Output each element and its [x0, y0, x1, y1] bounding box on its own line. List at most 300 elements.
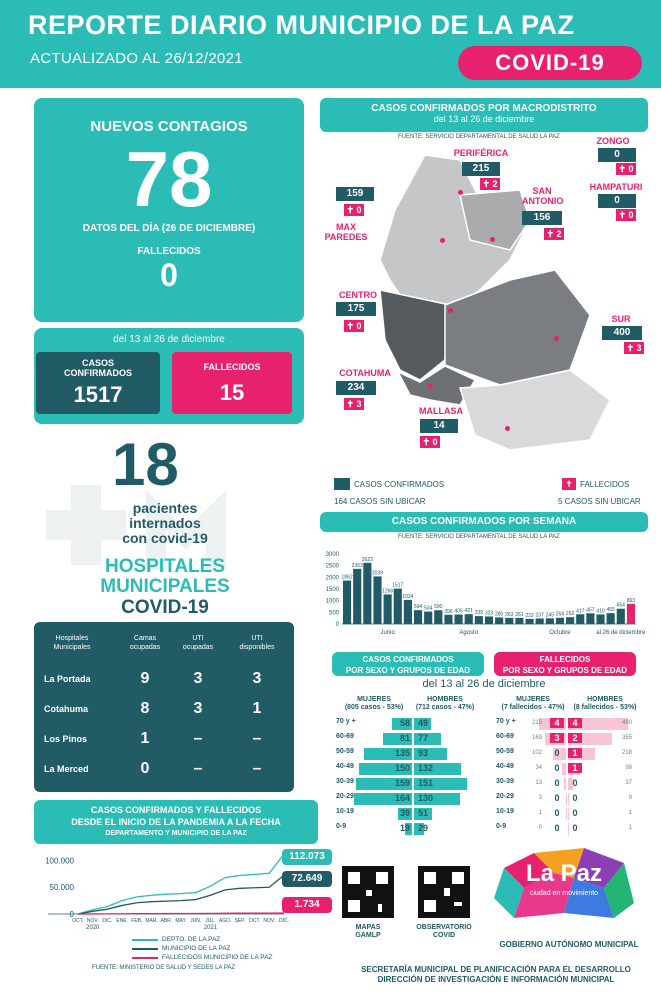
- pyr-death-men-value: 4: [568, 718, 582, 728]
- deaths-women-sub: (7 fallecidos - 47%): [501, 704, 565, 711]
- cum-x-tick: JUN.: [190, 918, 202, 924]
- new-cases-number: 78: [125, 135, 213, 223]
- district-zongo-deaths: ✝ 0: [616, 163, 636, 175]
- gov-label: GOBIERNO AUTÓNOMO MUNICIPAL: [499, 940, 639, 949]
- weekly-bar: [586, 613, 594, 624]
- pyr-death-men-total: 37: [625, 780, 632, 786]
- cases-sexage-title1: CASOS CONFIRMADOS: [362, 655, 454, 664]
- weekly-bar-label: 1034: [402, 593, 414, 600]
- district-sur-cases: 400: [602, 326, 642, 340]
- weekly-bar: [394, 589, 402, 624]
- pyr-women-value: 164: [394, 793, 410, 803]
- pyr-death-women-value: 0: [554, 748, 560, 758]
- hosp-row-uti: 3: [193, 670, 203, 687]
- weekly-bar-label: 863: [626, 597, 636, 604]
- weekly-bar: [525, 619, 533, 624]
- weekly-bar-label: 590: [434, 604, 443, 611]
- cum-x-tick: SEP.: [234, 918, 246, 924]
- hosp-row-disp: 3: [252, 670, 262, 687]
- cum-x-tick: DIC.: [279, 918, 289, 924]
- cum-legend-label: FALLECIDOS MUNICIPIO DE LA PAZ: [162, 954, 273, 961]
- pyr-death-men-value: 2: [568, 733, 582, 743]
- cum-mun-value: 72.649: [282, 871, 332, 887]
- pyr-death-age-label: 50-59: [496, 748, 514, 755]
- weekly-bar: [566, 617, 574, 624]
- district-sur-deaths: ✝ 3: [624, 342, 644, 354]
- hospital-count: 18: [112, 431, 179, 498]
- weekly-bar: [444, 615, 452, 624]
- pyr-men-value: 49: [418, 718, 429, 728]
- cum-x-tick: MAY.: [175, 918, 187, 924]
- district-cotahuma-label: COTAHUMA: [339, 368, 391, 378]
- weekly-bar: [536, 618, 544, 624]
- cum-legend-label: DEPTO. DE LA PAZ: [162, 936, 221, 943]
- pyr-death-women-total: 102: [531, 750, 542, 756]
- cumulative-banner: [34, 800, 318, 844]
- deaths-men-sub: (8 fallecidos - 53%): [573, 704, 637, 711]
- pyr-death-age-label: 40-49: [496, 763, 514, 770]
- cum-x-tick: DIC.: [102, 918, 113, 924]
- district-centro-cases: 175: [336, 302, 376, 316]
- pyr-age-label: 0-9: [336, 823, 347, 830]
- weekly-bar-label: 421: [464, 608, 473, 615]
- pyr-death-women-value: 0: [554, 823, 560, 833]
- pyr-age-label: 30-39: [336, 778, 354, 785]
- qr-mapas-label2: GAMLP: [355, 932, 381, 939]
- weekly-bar-label: 245: [545, 612, 554, 619]
- weekly-bar: [627, 604, 635, 624]
- district-mallasa-cases: 14: [420, 419, 458, 433]
- cases-sexage-banner: [332, 652, 484, 676]
- cum-y-tick: 0: [69, 910, 74, 919]
- district-sanantonio-cases: 156: [522, 211, 562, 225]
- map-dot-periferica: [458, 190, 463, 195]
- pyr-death-men-value: 1: [568, 763, 582, 773]
- cum-x-tick: NOV.: [263, 918, 276, 924]
- pyr-death-women-total: 0: [538, 825, 542, 831]
- district-periferica-deaths-value: 2: [492, 179, 498, 189]
- weekly-bar: [353, 569, 361, 624]
- district-sur-label: SUR: [611, 314, 631, 324]
- pyr-death-women-total: 3: [538, 795, 542, 801]
- unlocated-deaths: 5 CASOS SIN UBICAR: [558, 497, 641, 506]
- page-title: REPORTE DIARIO MUNICIPIO DE LA PAZ: [28, 10, 575, 40]
- weekly-y-tick: 500: [328, 610, 339, 617]
- weekly-bar-label: 261: [515, 611, 524, 618]
- hospital-line3: con covid-19: [122, 530, 208, 546]
- pyr-men-value: 130: [418, 793, 434, 803]
- qr-observatorio-label2: COVID: [432, 932, 456, 939]
- weekly-x-tick: Junio: [380, 630, 395, 636]
- district-centro-label: CENTRO: [339, 290, 377, 300]
- weekly-banner: CASOS CONFIRMADOS POR SEMANA: [320, 512, 648, 532]
- weekly-bar-label: 237: [535, 612, 544, 619]
- period-deaths-label: FALLECIDOS: [203, 362, 261, 372]
- cumulative-title1: CASOS CONFIRMADOS Y FALLECIDOS: [90, 805, 262, 815]
- hospital-line1: pacientes: [132, 500, 198, 516]
- pyr-death-men-total: 480: [621, 720, 632, 726]
- district-sanantonio-deaths: ✝ 2: [544, 228, 564, 240]
- cum-y-tick: 100.000: [45, 856, 74, 866]
- period-cases-number: 1517: [73, 382, 123, 407]
- cum-x-tick: ENE.: [116, 918, 128, 924]
- pyr-death-women-total: 13: [535, 780, 542, 786]
- weekly-x-tick: Agosto: [459, 630, 479, 636]
- deaths-women-header: [500, 696, 566, 712]
- pyr-women-value: 159: [394, 778, 410, 788]
- pyr-death-men-total: 1: [628, 825, 632, 831]
- cum-series-line: [78, 875, 284, 914]
- cases-sexage-title2: POR SEXO Y GRUPOS DE EDAD: [345, 666, 471, 675]
- cases-men-header: [414, 696, 476, 712]
- weekly-bar-label: 323: [484, 610, 494, 617]
- pyr-age-label: 70 y +: [336, 718, 356, 725]
- weekly-y-tick: 0: [335, 622, 339, 628]
- pyr-death-women-bar: [564, 778, 566, 790]
- weekly-bar-label: 2363: [351, 562, 363, 569]
- weekly-bar: [495, 617, 503, 624]
- hosp-row-name: Cotahuma: [44, 704, 89, 714]
- pyr-women-value: 150: [394, 763, 410, 773]
- weekly-bar: [515, 618, 523, 624]
- cum-x-tick: ABR.: [160, 918, 173, 924]
- hosp-row-uti: –: [193, 730, 203, 747]
- pyr-death-age-label: 60-69: [496, 733, 514, 740]
- pyr-men-value: 93: [418, 748, 429, 758]
- weekly-y-tick: 2000: [325, 575, 339, 582]
- hosp-row-name: Los Pinos: [44, 734, 88, 744]
- footer-sec2: DIRECCIÓN DE INVESTIGACIÓN E INFORMACIÓN MUNICIPAL: [377, 975, 615, 984]
- weekly-bar-label: 457: [586, 607, 595, 614]
- pyr-death-age-label: 20-29: [496, 793, 514, 800]
- district-mallasa-deaths: ✝ 0: [420, 436, 440, 448]
- pyr-death-men-total: 355: [621, 735, 632, 741]
- cumulative-source: FUENTE: MINISTERIO DE SALUD Y SEDES LA PAZ: [92, 965, 236, 971]
- district-periferica-label: PERIFÉRICA: [453, 148, 509, 158]
- cum-x-tick: NOV.: [86, 918, 99, 924]
- cum-dead-value: 1.734: [282, 897, 332, 913]
- pyr-age-label: 60-69: [336, 733, 354, 740]
- pyr-death-men-total: 9: [628, 795, 632, 801]
- deaths-men-header: [572, 696, 638, 712]
- cum-x-tick: JUL.: [205, 918, 216, 924]
- cum-legend-label: MUNICIPIO DE LA PAZ: [162, 945, 231, 952]
- pyr-death-women-total: 1: [538, 810, 542, 816]
- hospital-line2: internados: [129, 515, 201, 531]
- map-dot-san-antonio: [490, 237, 495, 242]
- legend-cases-label: CASOS CONFIRMADOS: [354, 480, 445, 489]
- period-deaths-box: [172, 352, 292, 414]
- macro-source: FUENTE: SERVICIO DEPARTAMENTAL DE SALUD LA PAZ: [398, 134, 560, 140]
- pyr-women-value: 81: [399, 733, 410, 743]
- pyr-men-value: 51: [418, 808, 429, 818]
- daily-title: NUEVOS CONTAGIOS: [90, 118, 248, 135]
- district-periferica-cases: 215: [462, 162, 500, 176]
- district-mallasa-label: MALLASA: [419, 406, 463, 416]
- district-maxparedes-cases: 159: [336, 187, 374, 201]
- pyr-death-men-value: 0: [572, 823, 578, 833]
- hosp-row-camas: 0: [140, 760, 150, 777]
- hosp-row-camas: 1: [140, 730, 150, 747]
- weekly-bar: [475, 616, 483, 624]
- district-hampaturi-deaths-value: 0: [628, 210, 634, 220]
- pyr-death-women-value: 0: [554, 793, 560, 803]
- weekly-bar-label: 465: [606, 607, 615, 614]
- footer-sec1: SECRETARÍA MUNICIPAL DE PLANIFICACIÓN PARA EL DESARROLLO: [361, 965, 631, 974]
- weekly-bar-label: 396: [444, 608, 453, 615]
- map-dot-centro: [448, 308, 453, 313]
- pyr-women-value: 58: [399, 718, 410, 728]
- weekly-bar: [607, 613, 615, 624]
- weekly-bar: [404, 600, 412, 624]
- qr-mapas-label1: MAPAS: [355, 924, 381, 931]
- weekly-bar: [505, 618, 513, 624]
- pyr-death-women-total: 215: [531, 720, 542, 726]
- weekly-bar-label: 268: [555, 611, 565, 618]
- weekly-bar: [373, 576, 381, 624]
- cum-legend-swatch: [132, 957, 158, 959]
- weekly-bar-label: 405: [454, 608, 463, 615]
- hosp-row-camas: 9: [140, 670, 150, 687]
- pyr-death-women-total: 169: [531, 735, 542, 741]
- hosp-row-uti: –: [193, 760, 203, 777]
- weekly-bar: [596, 614, 604, 624]
- daily-card: [34, 98, 304, 322]
- hosp-row-disp: –: [252, 760, 262, 777]
- pyr-age-label: 20-29: [336, 793, 354, 800]
- pyr-death-men-value: 0: [572, 793, 578, 803]
- weekly-bar-label: 410: [596, 608, 605, 615]
- weekly-chart: [312, 542, 652, 642]
- map-dot-sur: [554, 336, 559, 341]
- logo-text: La Paz: [525, 860, 603, 887]
- legend-deaths-icon: ✝: [562, 478, 576, 490]
- cases-women-header: [344, 696, 404, 712]
- pyr-death-women-value: 4: [550, 718, 564, 728]
- map-dot-cotahuma: [428, 384, 433, 389]
- weekly-bar: [384, 594, 392, 624]
- weekly-bar: [424, 612, 432, 624]
- weekly-bar: [465, 614, 473, 624]
- district-sur-deaths-value: 3: [636, 343, 642, 353]
- district-hampaturi-label: HAMPATURI: [589, 182, 643, 192]
- weekly-y-tick: 1500: [325, 587, 339, 593]
- legend-cases-swatch: [334, 478, 350, 490]
- qr-code-observatorio[interactable]: [418, 866, 470, 918]
- weekly-bar-label: 1266: [382, 588, 394, 595]
- cum-series-line: [78, 854, 284, 914]
- deaths-sexage-banner: [494, 652, 636, 676]
- hospital-table: [34, 622, 294, 792]
- logo-subtitle: ciudad en movimiento: [529, 890, 599, 897]
- district-mallasa-deaths-value: 0: [432, 437, 438, 447]
- district-zongo-label: ZONGO: [596, 136, 630, 146]
- cumulative-chart: [30, 846, 320, 936]
- pyr-death-women-value: 0: [554, 778, 560, 788]
- cases-women-sub: (805 casos - 53%): [344, 704, 404, 711]
- district-cotahuma-deaths-value: 3: [356, 399, 362, 409]
- period-deaths-number: 15: [219, 380, 245, 405]
- weekly-bar: [434, 610, 442, 624]
- map-mallasa: [460, 370, 610, 450]
- map-dot-mallasa: [505, 426, 510, 431]
- weekly-bar-label: 1862: [341, 574, 353, 581]
- weekly-x-tick: Octubre: [549, 630, 571, 636]
- pyr-death-women-value: 0: [554, 808, 560, 818]
- district-maxparedes-label: MAX PAREDES: [324, 222, 368, 242]
- cases-men-sub: (712 casos - 47%): [415, 704, 475, 711]
- cum-x-tick: FEB.: [131, 918, 143, 924]
- weekly-bar-label: 222: [525, 612, 534, 619]
- district-maxparedes-deaths-value: 0: [356, 205, 362, 215]
- weekly-bar: [556, 618, 564, 624]
- pyr-men-value: 132: [418, 763, 434, 773]
- cumulative-title3: DEPARTAMENTO Y MUNICIPIO DE LA PAZ: [105, 830, 247, 837]
- map-centro: [380, 290, 450, 380]
- district-sanantonio-deaths-value: 2: [556, 229, 562, 239]
- pyr-death-men-total: 1: [628, 810, 632, 816]
- weekly-bar-label: 654: [616, 602, 625, 609]
- hosp-header-uti: UTI ocupadas: [182, 635, 214, 651]
- weekly-bar-label: 339: [474, 610, 484, 617]
- weekly-bar: [363, 563, 371, 624]
- district-sanantonio-label: SAN ANTONIO: [522, 186, 564, 206]
- hosp-header-name: Hospitales Municipales: [53, 635, 91, 651]
- qr-observatorio-label: [410, 924, 478, 940]
- hosp-row-disp: 1: [252, 700, 262, 717]
- cases-women-label: MUJERES: [357, 696, 391, 703]
- deaths-women-label: MUJERES: [516, 696, 550, 703]
- cum-x-tick: OCT.: [72, 918, 84, 924]
- district-zongo-deaths-value: 0: [628, 164, 634, 174]
- map-dot-max-paredes: [440, 238, 445, 243]
- cases-men-label: HOMBRES: [427, 696, 463, 703]
- cum-x-tick: MAR.: [145, 918, 158, 924]
- cumulative-title2: DESDE EL INICIO DE LA PANDEMIA A LA FECHA: [71, 817, 281, 827]
- weekly-x-tick: al 26 de diciembre: [596, 630, 646, 636]
- cum-legend-swatch: [132, 939, 158, 941]
- weekly-bar-label: 1517: [392, 582, 404, 589]
- hospital-title1: HOSPITALES: [105, 556, 225, 577]
- period-label: del 13 al 26 de diciembre: [113, 334, 225, 345]
- cum-dept-value: 112.073: [282, 849, 332, 865]
- district-periferica-deaths: ✝ 2: [480, 178, 500, 190]
- hosp-row-name: La Merced: [44, 764, 89, 774]
- macro-banner: [320, 98, 648, 132]
- weekly-bar-label: 263: [505, 611, 514, 618]
- pyr-men-value: 29: [418, 823, 429, 833]
- hosp-row-name: La Portada: [44, 674, 91, 684]
- weekly-bar-label: 292: [565, 611, 575, 618]
- hosp-row-disp: –: [252, 730, 262, 747]
- district-centro-deaths: ✝ 0: [344, 320, 364, 332]
- deaths-sexage-title1: FALLECIDOS: [539, 655, 591, 664]
- weekly-bar: [617, 609, 625, 624]
- hospital-title3: COVID-19: [121, 597, 209, 618]
- weekly-bar: [576, 614, 584, 624]
- weekly-bar-label: 280: [494, 611, 504, 618]
- footer-secretariat: [336, 965, 656, 985]
- cum-x-tick: OCT.: [248, 918, 261, 924]
- hosp-header-disp: UTI disponibles: [239, 635, 275, 651]
- weekly-bar: [414, 610, 422, 624]
- pyr-death-age-label: 70 y +: [496, 718, 516, 725]
- qr-code-mapas[interactable]: [342, 866, 394, 918]
- unlocated-cases: 164 CASOS SIN UBICAR: [334, 497, 426, 506]
- cum-year-label: 2021: [203, 925, 218, 931]
- header: [0, 0, 661, 88]
- district-centro-deaths-value: 0: [356, 321, 362, 331]
- pyr-death-men-total: 98: [625, 765, 632, 771]
- district-cotahuma-cases: 234: [336, 381, 376, 395]
- pyr-death-age-label: 30-39: [496, 778, 514, 785]
- pyr-death-women-total: 34: [535, 765, 542, 771]
- pyr-age-label: 50-59: [336, 748, 354, 755]
- pyr-death-women-value: 0: [554, 763, 560, 773]
- weekly-y-tick: 3000: [325, 552, 339, 558]
- pyr-death-age-label: 10-19: [496, 808, 514, 815]
- cum-y-tick: 50.000: [49, 883, 74, 893]
- period-cases-label: CASOS CONFIRMADOS: [64, 358, 132, 378]
- weekly-y-tick: 2500: [325, 563, 339, 570]
- pyr-death-men-value: 0: [572, 778, 578, 788]
- cum-legend-swatch: [132, 948, 158, 950]
- hosp-row-uti: 3: [193, 700, 203, 717]
- pyr-men-value: 151: [418, 778, 434, 788]
- update-date: ACTUALIZADO AL 26/12/2021: [30, 50, 243, 67]
- daily-deaths-number: 0: [160, 257, 178, 293]
- weekly-bar: [455, 615, 463, 624]
- weekly-bar: [343, 581, 351, 624]
- weekly-bar-label: 2039: [371, 570, 384, 577]
- macro-subtitle: del 13 al 26 de diciembre: [433, 114, 535, 124]
- weekly-source: FUENTE: SERVICIO DEPARTAMENTAL DE SALUD LA PAZ: [398, 534, 560, 540]
- daily-deaths-label: FALLECIDOS: [137, 246, 201, 257]
- daily-date-label: DATOS DEL DÍA (26 DE DICIEMBRE): [82, 223, 256, 234]
- deaths-men-label: HOMBRES: [587, 696, 623, 703]
- qr-observatorio-label1: OBSERVATORIO: [416, 924, 472, 931]
- hosp-row-camas: 8: [140, 700, 150, 717]
- district-hampaturi-deaths: ✝ 0: [616, 209, 636, 221]
- hospital-title2: MUNICIPALES: [100, 576, 230, 597]
- pyr-age-label: 10-19: [336, 808, 354, 815]
- pyr-women-value: 39: [399, 808, 410, 818]
- pyr-death-men-total: 218: [621, 750, 632, 756]
- cum-x-tick: AGO.: [218, 918, 232, 924]
- weekly-bar: [485, 616, 493, 624]
- period-cases-box: [36, 352, 160, 414]
- deaths-sexage-title2: POR SEXO Y GRUPOS DE EDAD: [502, 666, 628, 675]
- weekly-bar-label: 594: [413, 604, 423, 611]
- legend-deaths-label: FALLECIDOS: [580, 480, 630, 489]
- weekly-bar-label: 534: [424, 605, 433, 612]
- pyr-women-value: 135: [394, 748, 410, 758]
- sexage-period: del 13 al 26 de diciembre: [422, 678, 546, 690]
- pyr-death-women-value: 3: [550, 733, 564, 743]
- pyr-death-men-value: 1: [568, 748, 582, 758]
- district-maxparedes-deaths: ✝ 0: [344, 204, 364, 216]
- macro-title: CASOS CONFIRMADOS POR MACRODISTRITO: [371, 103, 597, 114]
- hosp-header-camas: Camas ocupadas: [129, 635, 161, 651]
- pyr-age-label: 40-49: [336, 763, 354, 770]
- cum-year-label: 2020: [86, 925, 100, 931]
- district-zongo-cases: 0: [598, 148, 636, 162]
- pyr-men-value: 77: [418, 733, 429, 743]
- district-cotahuma-deaths: ✝ 3: [344, 398, 364, 410]
- qr-mapas-label: [342, 924, 394, 940]
- pyr-death-age-label: 0-9: [496, 823, 507, 830]
- district-hampaturi-cases: 0: [598, 194, 636, 208]
